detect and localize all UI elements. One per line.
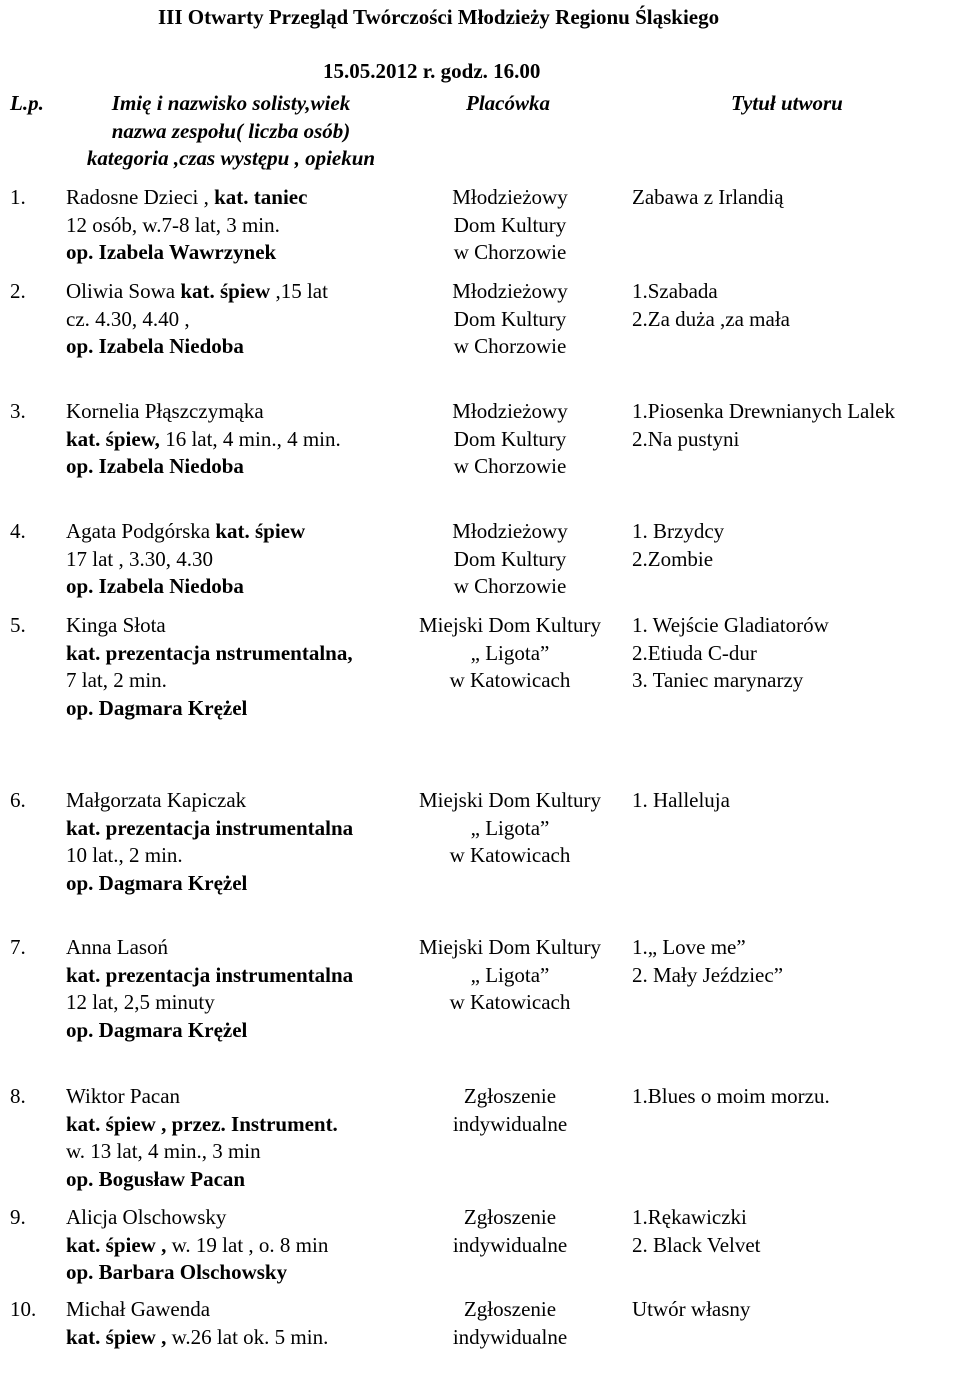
entry-number: 9. bbox=[10, 1205, 26, 1229]
participant-bold-text: op. Bogusław Pacan bbox=[66, 1166, 246, 1191]
entry-venue bbox=[407, 612, 613, 695]
venue-line: w Katowicach bbox=[449, 990, 571, 1014]
participant-line bbox=[66, 306, 328, 334]
venue-line: Dom Kultury bbox=[453, 546, 567, 571]
header-name-line: kategoria ,czas występu , opiekun bbox=[86, 146, 376, 170]
participant-text: w. 13 lat, 4 min., 3 min bbox=[66, 1139, 261, 1163]
participant-line bbox=[66, 1259, 328, 1287]
song-title: 1.Piosenka Drewnianych Lalek bbox=[632, 399, 896, 423]
participant-line bbox=[66, 1204, 328, 1232]
venue-line: Młodzieżowy bbox=[452, 185, 568, 209]
entry-song-titles bbox=[632, 1083, 830, 1111]
venue-line: Zgłoszenie bbox=[463, 1084, 557, 1108]
venue-line: w Katowicach bbox=[449, 668, 571, 692]
participant-text: Radosne Dzieci , bbox=[66, 185, 215, 209]
participant-text: Kornelia Płąszczymąka bbox=[66, 399, 264, 423]
participant-line bbox=[66, 612, 353, 640]
participant-line bbox=[66, 989, 353, 1017]
participant-text: cz. 4.30, 4.40 , bbox=[66, 306, 190, 331]
entry-venue bbox=[407, 398, 613, 481]
entry-number: 3. bbox=[10, 399, 26, 423]
participant-line bbox=[66, 1111, 338, 1139]
participant-line bbox=[66, 1138, 338, 1166]
participant-bold-text: kat. prezentacja instrumentalna bbox=[66, 962, 354, 987]
entry-participant bbox=[66, 934, 353, 1044]
participant-line bbox=[66, 1324, 328, 1352]
venue-line: indywidualne bbox=[452, 1232, 568, 1257]
entry-number: 5. bbox=[10, 613, 26, 637]
entry-song-titles bbox=[632, 518, 724, 573]
entry-song-titles bbox=[632, 278, 790, 333]
entry-participant bbox=[66, 1296, 328, 1351]
venue-line: „ Ligota” bbox=[470, 962, 550, 987]
entry-song-titles bbox=[632, 787, 730, 815]
song-title: 2.Na pustyni bbox=[632, 426, 740, 451]
entry-participant bbox=[66, 1083, 338, 1193]
song-title: 2. Black Velvet bbox=[632, 1232, 761, 1257]
entry-participant bbox=[66, 184, 307, 267]
song-title: 1.Blues o moim morzu. bbox=[632, 1084, 830, 1108]
participant-line bbox=[66, 573, 305, 601]
participant-line bbox=[66, 333, 328, 361]
participant-line bbox=[66, 1232, 328, 1260]
participant-line bbox=[66, 546, 305, 574]
participant-line bbox=[66, 426, 341, 454]
participant-line bbox=[66, 1296, 328, 1324]
participant-text: 12 osób, w.7-8 lat, 3 min. bbox=[66, 212, 280, 237]
entry-venue bbox=[407, 518, 613, 601]
participant-line bbox=[66, 518, 305, 546]
entry-venue bbox=[407, 1083, 613, 1138]
participant-text: Kinga Słota bbox=[66, 613, 166, 637]
participant-line bbox=[66, 815, 353, 843]
participant-line bbox=[66, 212, 307, 240]
venue-line: Młodzieżowy bbox=[452, 279, 568, 303]
participant-bold-text: op. Dagmara Krężel bbox=[66, 870, 248, 895]
participant-bold-text: kat. śpiew , bbox=[66, 1324, 167, 1349]
participant-text: Alicja Olschowsky bbox=[66, 1205, 227, 1229]
participant-text: Małgorzata Kapiczak bbox=[66, 788, 247, 812]
participant-bold-text: kat. śpiew bbox=[180, 279, 271, 303]
venue-line: Młodzieżowy bbox=[452, 399, 568, 423]
participant-line bbox=[66, 667, 353, 695]
participant-bold-text: op. Barbara Olschowsky bbox=[66, 1260, 288, 1284]
entry-participant bbox=[66, 518, 305, 601]
venue-line: Miejski Dom Kultury bbox=[419, 613, 601, 637]
song-title: 1.„ Love me” bbox=[632, 935, 746, 959]
entry-venue bbox=[407, 1204, 613, 1259]
venue-line: Miejski Dom Kultury bbox=[419, 788, 601, 812]
song-title: 1. Halleluja bbox=[632, 788, 730, 812]
entry-participant bbox=[66, 612, 353, 722]
entry-number: 10. bbox=[10, 1297, 37, 1321]
participant-line bbox=[66, 962, 353, 990]
participant-bold-text: op. Izabela Wawrzynek bbox=[66, 240, 277, 264]
entry-venue bbox=[407, 934, 613, 1017]
participant-text: 12 lat, 2,5 minuty bbox=[66, 990, 215, 1014]
entry-participant bbox=[66, 1204, 328, 1287]
venue-line: „ Ligota” bbox=[470, 640, 550, 665]
song-title: Zabawa z Irlandią bbox=[632, 185, 784, 209]
entry-song-titles bbox=[632, 398, 895, 453]
venue-line: indywidualne bbox=[452, 1111, 568, 1136]
header-name-line: nazwa zespołu( liczba osób) bbox=[111, 118, 351, 143]
venue-line: w Katowicach bbox=[449, 843, 571, 867]
song-title: 2.Etiuda C-dur bbox=[632, 640, 757, 665]
venue-line: Dom Kultury bbox=[453, 306, 567, 331]
participant-text: w.26 lat ok. 5 min. bbox=[166, 1324, 329, 1349]
participant-bold-text: kat. śpiew , przez. Instrument. bbox=[66, 1111, 338, 1136]
participant-bold-text: kat. śpiew , bbox=[66, 1232, 167, 1257]
participant-bold-text: op. Dagmara Krężel bbox=[66, 1017, 248, 1042]
participant-bold-text: kat. prezentacja nstrumentalna, bbox=[66, 640, 353, 665]
header-name-line: Imię i nazwisko solisty,wiek bbox=[111, 91, 351, 115]
venue-line: Dom Kultury bbox=[453, 426, 567, 451]
song-title: Utwór własny bbox=[632, 1297, 751, 1321]
entry-number: 2. bbox=[10, 279, 26, 303]
participant-bold-text: kat. prezentacja instrumentalna bbox=[66, 815, 354, 840]
entry-participant bbox=[66, 398, 341, 481]
song-title: 1.Szabada bbox=[632, 279, 718, 303]
participant-line bbox=[66, 1166, 338, 1194]
song-title: 3. Taniec marynarzy bbox=[632, 668, 804, 692]
participant-line bbox=[66, 695, 353, 723]
participant-text: 7 lat, 2 min. bbox=[66, 668, 167, 692]
entry-number: 8. bbox=[10, 1084, 26, 1108]
participant-text: ,15 lat bbox=[270, 279, 328, 303]
entry-participant bbox=[66, 787, 353, 897]
entry-number: 7. bbox=[10, 935, 26, 959]
participant-text: Anna Lasoń bbox=[66, 935, 169, 959]
participant-bold-text: op. Izabela Niedoba bbox=[66, 334, 244, 358]
entry-song-titles bbox=[632, 934, 783, 989]
venue-line: indywidualne bbox=[452, 1324, 568, 1349]
participant-line bbox=[66, 640, 353, 668]
venue-line: Zgłoszenie bbox=[463, 1205, 557, 1229]
header-lp: L.p. bbox=[10, 91, 44, 115]
venue-line: Młodzieżowy bbox=[452, 519, 568, 543]
participant-line bbox=[66, 787, 353, 815]
participant-line bbox=[66, 239, 307, 267]
participant-bold-text: op. Dagmara Krężel bbox=[66, 695, 248, 720]
song-title: 1. Brzydcy bbox=[632, 519, 725, 543]
participant-text: 17 lat , 3.30, 4.30 bbox=[66, 546, 213, 571]
venue-line: Dom Kultury bbox=[453, 212, 567, 237]
venue-line: Zgłoszenie bbox=[463, 1297, 557, 1321]
participant-line bbox=[66, 1083, 338, 1111]
entry-song-titles bbox=[632, 1204, 761, 1259]
entry-song-titles bbox=[632, 1296, 750, 1324]
participant-text: 10 lat., 2 min. bbox=[66, 843, 183, 867]
header-title: Tytuł utworu bbox=[731, 91, 843, 115]
song-title: 2. Mały Jeździec” bbox=[632, 962, 784, 987]
page-title: III Otwarty Przegląd Twórczości Młodzieży Regionu Śląskiego bbox=[158, 5, 720, 29]
header-venue: Placówka bbox=[466, 91, 550, 115]
song-title: 2.Zombie bbox=[632, 546, 714, 571]
participant-line bbox=[66, 398, 341, 426]
participant-line bbox=[66, 870, 353, 898]
song-title: 2.Za duża ,za mała bbox=[632, 306, 790, 331]
participant-text: 16 lat, 4 min., 4 min. bbox=[159, 426, 341, 451]
entry-venue bbox=[407, 278, 613, 361]
participant-line bbox=[66, 278, 328, 306]
song-title: 1.Rękawiczki bbox=[632, 1205, 747, 1229]
entry-participant bbox=[66, 278, 328, 361]
entry-song-titles bbox=[632, 184, 784, 212]
participant-text: Oliwia Sowa bbox=[66, 279, 181, 303]
participant-line bbox=[66, 1017, 353, 1045]
entry-venue bbox=[407, 184, 613, 267]
venue-line: w Chorzowie bbox=[453, 334, 567, 358]
entry-song-titles bbox=[632, 612, 829, 695]
participant-text: Agata Podgórska bbox=[66, 519, 216, 543]
participant-bold-text: op. Izabela Niedoba bbox=[66, 574, 244, 598]
entry-number: 1. bbox=[10, 185, 26, 209]
participant-line bbox=[66, 934, 353, 962]
participant-bold-text: kat. śpiew bbox=[215, 519, 306, 543]
participant-line bbox=[66, 184, 307, 212]
participant-bold-text: op. Izabela Niedoba bbox=[66, 454, 244, 478]
participant-bold-text: kat. taniec bbox=[214, 185, 308, 209]
entry-number: 6. bbox=[10, 788, 26, 812]
entry-number: 4. bbox=[10, 519, 26, 543]
participant-line bbox=[66, 453, 341, 481]
participant-line bbox=[66, 842, 353, 870]
participant-text: Wiktor Pacan bbox=[66, 1084, 181, 1108]
header-name bbox=[66, 90, 396, 173]
venue-line: w Chorzowie bbox=[453, 240, 567, 264]
venue-line: w Chorzowie bbox=[453, 574, 567, 598]
participant-bold-text: kat. śpiew, bbox=[66, 426, 160, 451]
entry-venue bbox=[407, 1296, 613, 1351]
venue-line: Miejski Dom Kultury bbox=[419, 935, 601, 959]
participant-text: w. 19 lat , o. 8 min bbox=[166, 1232, 329, 1257]
song-title: 1. Wejście Gladiatorów bbox=[632, 613, 829, 637]
event-date: 15.05.2012 r. godz. 16.00 bbox=[323, 59, 541, 83]
entry-venue bbox=[407, 787, 613, 870]
venue-line: „ Ligota” bbox=[470, 815, 550, 840]
venue-line: w Chorzowie bbox=[453, 454, 567, 478]
participant-text: Michał Gawenda bbox=[66, 1297, 211, 1321]
